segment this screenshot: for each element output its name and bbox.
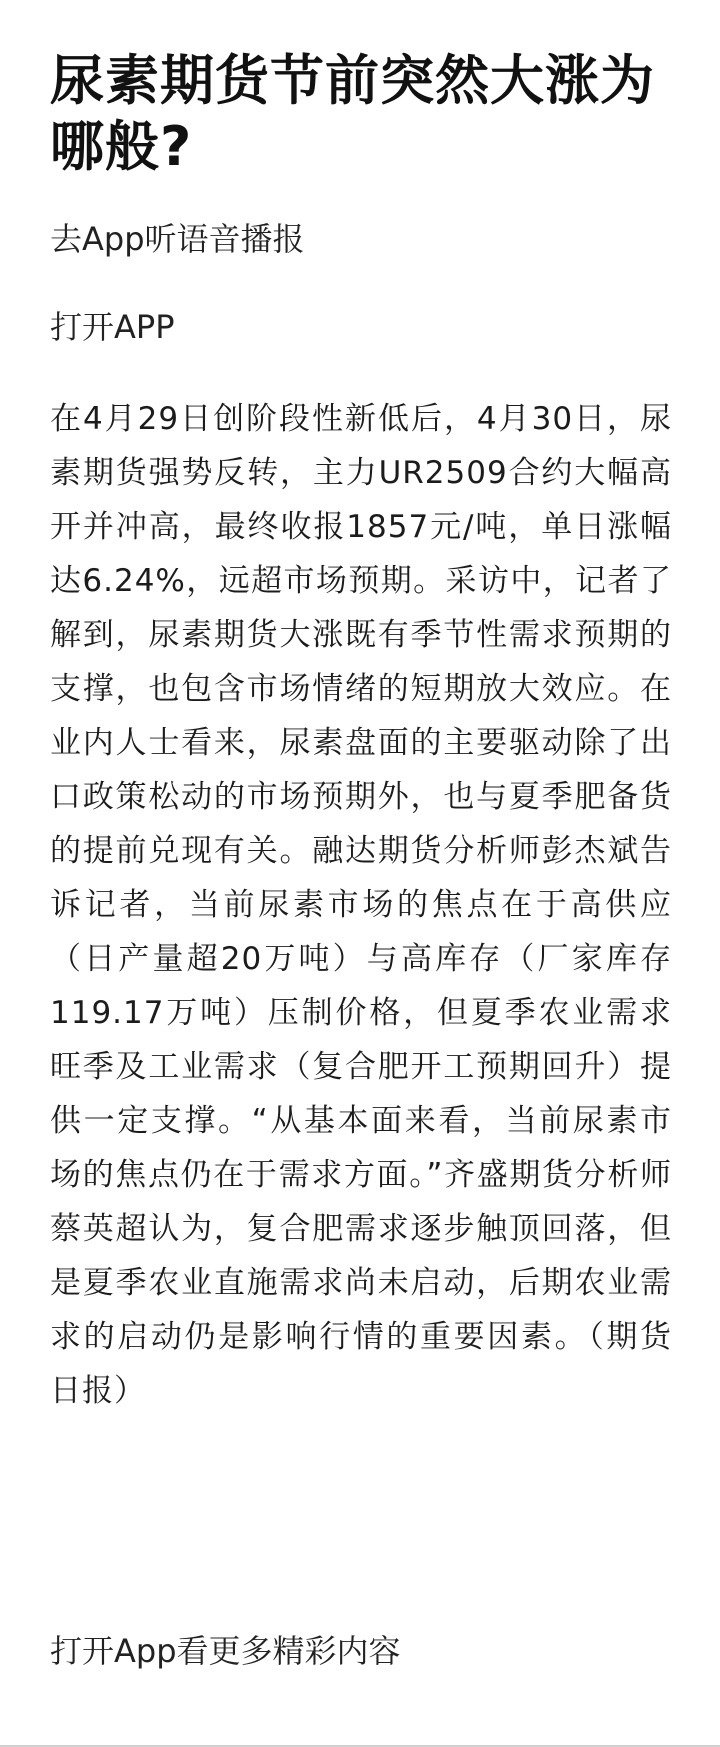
open-app-more-content-link[interactable]: 打开App看更多精彩内容 xyxy=(50,1632,401,1670)
open-app-link[interactable]: 打开APP xyxy=(50,308,175,346)
listen-in-app-link[interactable]: 去App听语音播报 xyxy=(50,220,305,258)
page-title: 尿素期货节前突然大涨为哪般? xyxy=(50,49,655,178)
article-body: 在4月29日创阶段性新低后，4月30日，尿素期货强势反转，主力UR2509合约大幅高开并冲高，最终收报1857元/吨，单日涨幅达6.24%，远超市场预期。采访中，记者了解到，尿素期货大涨既有季节性需求预期的支撑，也包含市场情绪的短期放大效应。在业内人士看来，尿素盘面的主要驱动除了出口政策松动的市场预期外，也与夏季肥备货的提前兑现有关。融达期货分析师彭杰斌告诉记者，当前尿素市场的焦点在于高供应（日产量超20万吨）与高库存（厂家库存119.17万吨）压制价格，但夏季农业需求旺季及工业需求（复合肥开工预期回升）提供一定支撑。“从基本面来看，当前尿素市场的焦点仍在于需求方面。”齐盛期货分析师蔡英超认为，复合肥需求逐步触顶回落，但是夏季农业直施需求尚未启动，后期农业需求的启动仍是影响行情的重要因素。（期货日报） xyxy=(50,401,672,1409)
